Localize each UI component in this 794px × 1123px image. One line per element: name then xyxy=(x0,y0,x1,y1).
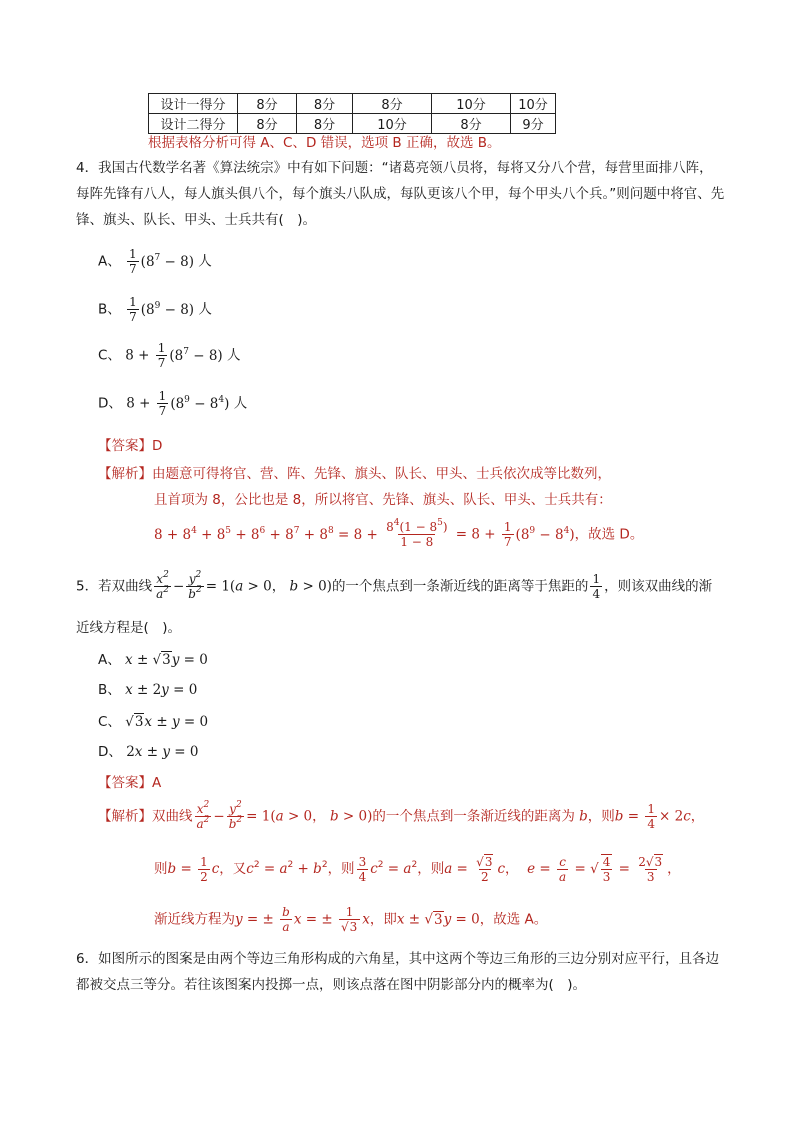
table-cell: 8分 xyxy=(238,94,297,114)
analysis-tag: 【解析】 xyxy=(98,466,152,482)
table-cell: 8分 xyxy=(353,94,432,114)
score-table xyxy=(148,93,556,134)
answer-tag: 【答案】 xyxy=(98,775,152,791)
q4-analysis-line2: 且首项为 8，公比也是 8，所以将官、先锋、旗头、队长、甲头、士兵共有： xyxy=(154,492,612,508)
q4-analysis-line3: $8 + 8^4 + 8^5 + 8^6 + 8^7 + 8^8 = 8$ + $\frac{8^4(1 - 8^5)}{1 - 8}$ = 8 + $\frac{1}{7}$ $(8^9 - 8^4)$，故选 D。 xyxy=(154,518,644,549)
analysis-text: 则 xyxy=(154,861,168,877)
q5-option-b: B、 x ± 2y = 0 xyxy=(98,682,198,698)
q5-analysis-line3: 渐近线方程为y = ± $\frac{b}{a}$ x = ± $\frac{1}{√3}$ x，即x ± √3y = 0，故选 A。 xyxy=(154,905,548,934)
answer-tag: 【答案】 xyxy=(98,438,152,454)
analysis-tag: 【解析】 xyxy=(98,808,152,825)
analysis-text: 的一个焦点到一条渐近线的距离为 xyxy=(372,808,575,825)
analysis-text: ，故选 A。 xyxy=(479,911,548,928)
table-row xyxy=(149,94,556,114)
analysis-text: 渐近线方程为 xyxy=(154,911,235,928)
analysis-text: ，即 xyxy=(369,911,397,928)
stem-text: 5．若双曲线 xyxy=(76,578,153,595)
analysis-text: ，则 xyxy=(587,808,615,825)
q3-conclusion: 根据表格分析可得 A、C、D 错误，选项 B 正确，故选 B。 xyxy=(148,135,501,151)
q5-answer xyxy=(98,771,161,791)
q5-analysis-line2: 则b = $\frac{1}{2}$ c，又$c^2 = a^2 + b^2$，则 $\frac{3}{4}$ $c^2 = a^2$，则a = $\frac{√3}{2}$ c， e = $\frac{c}{a}$ = √ $\frac{4}{3}$ = $\frac{2√3}{3}$ ， xyxy=(154,854,681,884)
stem-text: 的一个焦点到一条渐近线的距离等于焦距的 xyxy=(331,578,589,595)
table-cell: 10分 xyxy=(353,114,432,134)
q4-answer xyxy=(98,434,162,454)
q5-analysis-line1: 【解析】双曲线 $\frac{x^2}{a^2}$ − $\frac{y^2}{b^2}$ = 1(a > 0， b > 0)的一个焦点到一条渐近线的距离为 b，则b = $\frac{1}{4}$ × 2c， xyxy=(98,800,705,831)
table-cell: 8分 xyxy=(238,114,297,134)
answer-value: D xyxy=(152,438,163,454)
analysis-text: ，则 xyxy=(327,861,355,877)
q5-option-a: A、 x ± √3y = 0 xyxy=(98,652,208,668)
analysis-text: 由题意可得将官、营、阵、先锋、旗头、队长、甲头、士兵依次成等比数列， xyxy=(152,466,611,482)
q4-option-d: D、 8 + $\frac{1}{7}$ $(8^9 - 8^4)$ 人 xyxy=(98,389,248,418)
analysis-text: ，故选 D。 xyxy=(574,526,644,543)
q4-option-c: C、 8 + $\frac{1}{7}$ $(8^7 - 8)$ 人 xyxy=(98,341,241,370)
q4-option-a: A、 $\frac{1}{7}$ $(8^7 - 8)$ 人 xyxy=(98,247,212,276)
table-cell: 10分 xyxy=(432,94,511,114)
q4-option-b: B、 $\frac{1}{7}$ $(8^9 - 8)$ 人 xyxy=(98,295,212,324)
table-cell: 9分 xyxy=(511,114,556,134)
q5-stem-line1: 5．若双曲线 $\frac{x^2}{a^2}$ − $\frac{y^2}{b^2}$ = 1(a > 0， b > 0)的一个焦点到一条渐近线的距离等于焦距的 $\frac{1}{4}$ ，则该双曲线的渐 xyxy=(76,570,713,601)
stem-text: ，则该双曲线的渐 xyxy=(604,578,713,595)
q4-analysis-line1 xyxy=(98,462,611,482)
q5-stem-line2: 近线方程是( )。 xyxy=(76,620,182,636)
table-cell: 8分 xyxy=(297,114,353,134)
table-cell: 8分 xyxy=(432,114,511,134)
q5-option-d: D、 2x ± y = 0 xyxy=(98,744,199,760)
analysis-text: ，则 xyxy=(417,861,445,877)
q5-option-c: C、 √3x ± y = 0 xyxy=(98,714,209,730)
answer-value: A xyxy=(152,775,162,791)
table-cell: 10分 xyxy=(511,94,556,114)
q6-stem: 6．如图所示的图案是由两个等边三角形构成的六角星，其中这两个等边三角形的三边分别对应平行，且各边都被交点三等分。若往该图案内投掷一点，则该点落在图中阴影部分内的概率为( )。 xyxy=(76,951,720,993)
analysis-text: ，又 xyxy=(219,861,247,877)
table-cell: 8分 xyxy=(297,94,353,114)
q4-stem: 4．我国古代数学名著《算法统宗》中有如下问题：“诸葛亮领八员将，每将又分八个营，每营里面排八阵，每阵先锋有八人，每人旗头俱八个，每个旗头八队成，每队更该八个甲，每个甲头八个兵。”则问题中将官、先锋、旗头、队长、甲头、士兵共有( )。 xyxy=(76,160,725,228)
analysis-text: 双曲线 xyxy=(152,808,193,825)
table-row-label: 设计二得分 xyxy=(149,114,238,134)
table-row-label: 设计一得分 xyxy=(149,94,238,114)
